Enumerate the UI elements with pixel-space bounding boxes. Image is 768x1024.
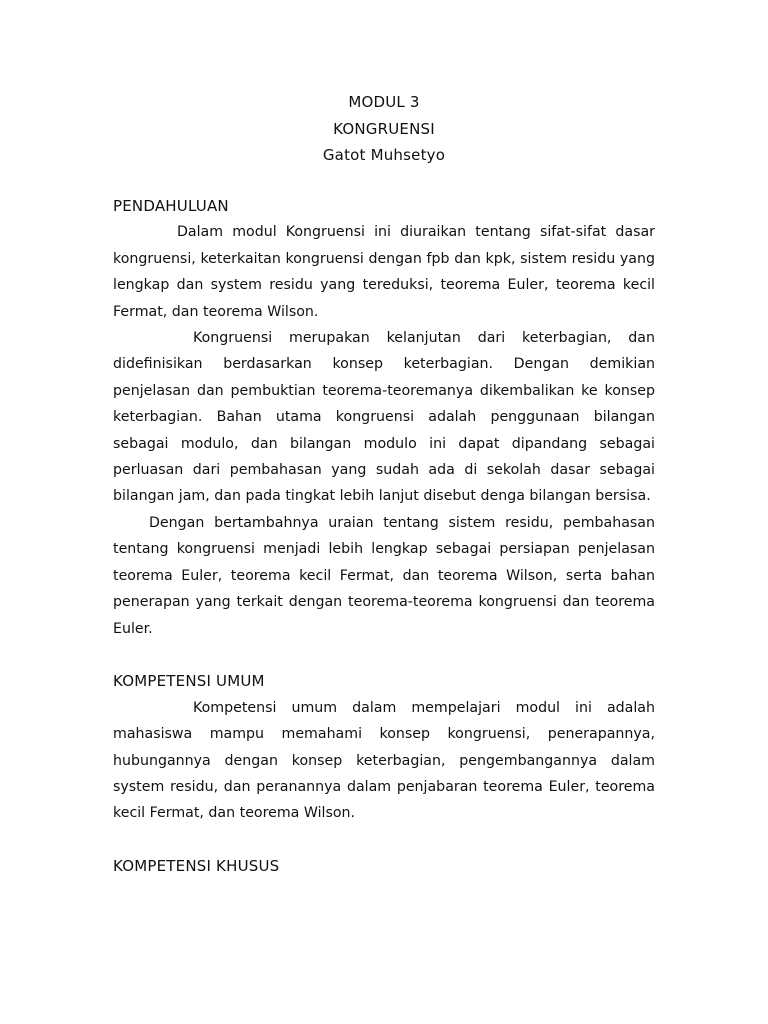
section-spacer bbox=[113, 827, 655, 853]
module-number: MODUL 3 bbox=[348, 93, 420, 111]
title-block bbox=[0, 89, 768, 169]
heading-pendahuluan: PENDAHULUAN bbox=[113, 197, 229, 215]
paragraph-kompetensi-umum: Kompetensi umum dalam mempelajari modul ini adalah mahasiswa mampu memahami konsep kongruensi, penerapannya, hubungannya dengan konsep keterbagian, pengembangannya dalam system residu, dan peranannya dalam penjabaran teorema Euler, teorema kecil Fermat, dan teorema Wilson. bbox=[113, 699, 655, 822]
heading-kompetensi-khusus: KOMPETENSI KHUSUS bbox=[113, 857, 280, 876]
module-title: KONGRUENSI bbox=[333, 119, 435, 138]
paragraph-pendahuluan-3: Dengan bertambahnya uraian tentang sistem residu, pembahasan tentang kongruensi menjadi lebih lengkap sebagai persiapan penjelasan teorema Euler, teorema kecil Fermat, dan teorema Wilson, serta bahan penerapan yang terkait dengan teorema-teorema kongruensi dan teorema Euler. bbox=[113, 514, 655, 637]
section-spacer bbox=[113, 642, 655, 668]
paragraph-pendahuluan-1: Dalam modul Kongruensi ini diuraikan tentang sifat-sifat dasar kongruensi, keterkaitan kongruensi dengan fpb dan kpk, sistem residu yang lengkap dan system residu yang tereduksi, teorema Euler, teorema kecil Fermat, dan teorema Wilson. bbox=[113, 224, 655, 320]
module-author: Gatot Muhsetyo bbox=[322, 146, 446, 164]
heading-kompetensi-umum: KOMPETENSI UMUM bbox=[113, 672, 265, 691]
paragraph-pendahuluan-2: Kongruensi merupakan kelanjutan dari keterbagian, dan didefinisikan berdasarkan konsep keterbagian. Dengan demikian penjelasan dan pembuktian teorema-teoremanya dikembalikan ke konsep keterbagian. Bahan utama kongruensi adalah penggunaan bilangan sebagai modulo, dan bilangan modulo ini dapat dipandang sebagai perluasan dari pembahasan yang sudah ada di sekolah dasar sebagai bilangan jam, dan pada tingkat lebih lanjut disebut denga bilangan bersisa. bbox=[113, 330, 655, 505]
document-body bbox=[113, 193, 655, 880]
